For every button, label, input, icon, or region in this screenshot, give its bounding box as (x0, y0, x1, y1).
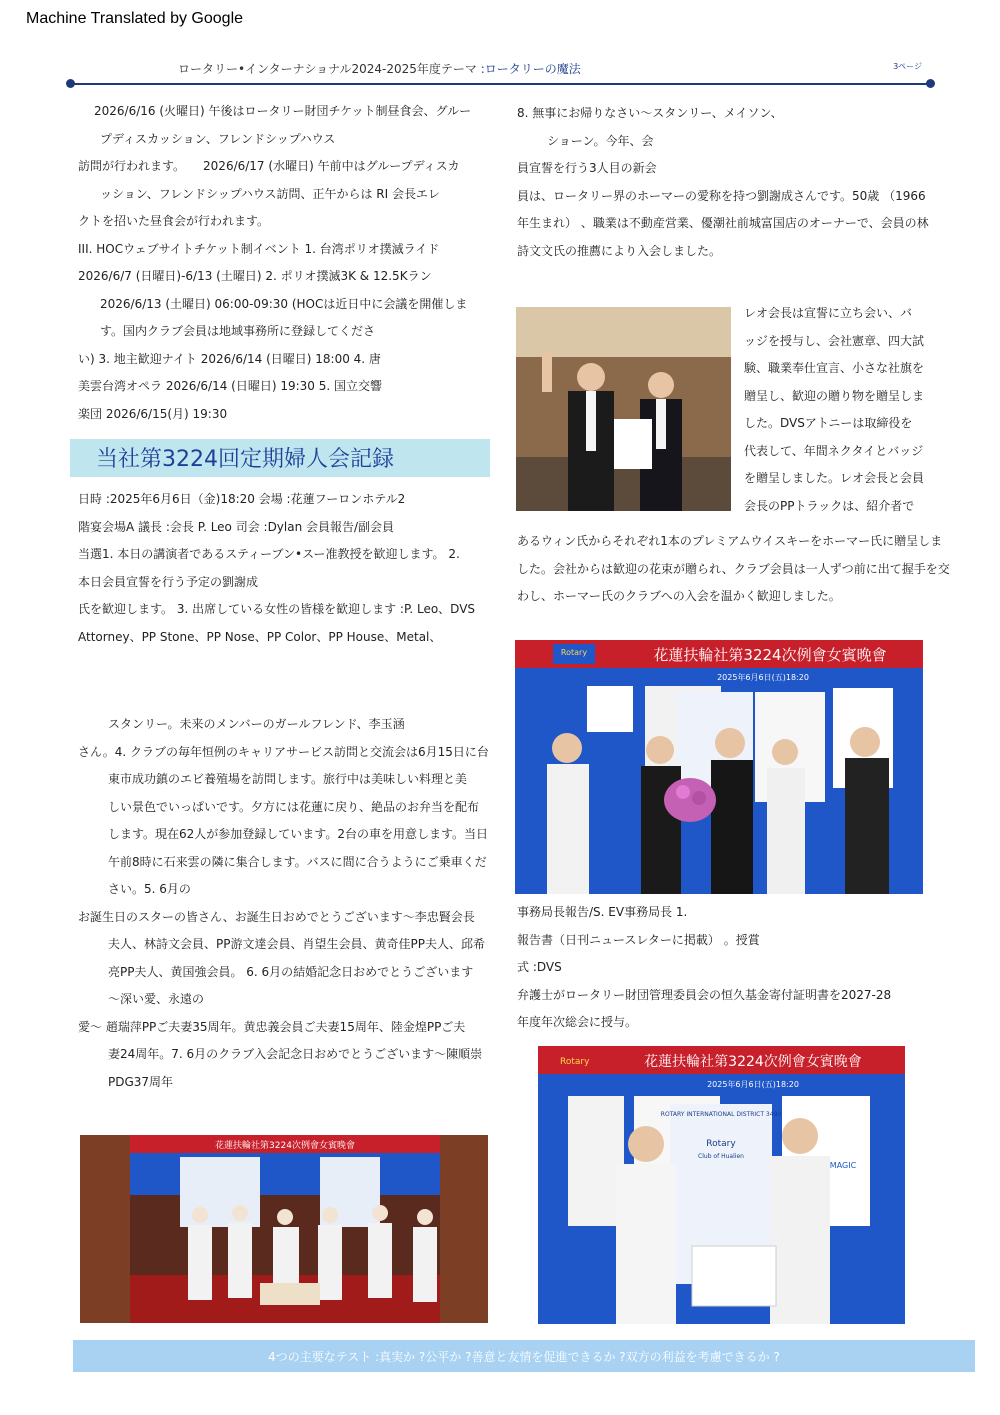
right-side-text (744, 300, 924, 520)
text-line: 報告書（日刊ニュースレターに掲載） 。授賞 (517, 932, 760, 947)
text-line: 事務局長報告/S. EV事務局長 1. (517, 905, 688, 919)
photo-banner-text: 花蓮扶輪社第3224次例會女賓晚會 (653, 646, 887, 664)
photo-district-text: ROTARY INTERNATIONAL DISTRICT 3490 (660, 1111, 782, 1118)
watermark: Machine Translated by Google (26, 10, 244, 27)
photo-magic-text: MAGIC (829, 1161, 857, 1170)
photo-group-heart-hands (80, 1135, 488, 1323)
left-mid-text (78, 486, 475, 651)
text-line: プディスカッション、フレンドシップハウス (100, 131, 336, 146)
text-line: 美雲台湾オペラ 2026/6/14 (日曜日) 19:30 5. 国立交響 (78, 379, 382, 393)
text-line: 贈呈し、歓迎の贈り物を贈呈しま (744, 388, 925, 403)
header-rule (70, 83, 930, 85)
text-line: 験、職業奉仕宣言、小さな社旗を (744, 361, 925, 375)
text-line: 亮PP夫人、黄国強会員。 6. 6月の結婚記念日おめでとうございます (108, 964, 474, 979)
photo-banner-date: 2025年6月6日(五)18:20 (707, 1080, 799, 1089)
text-line: ッション、フレンドシップハウス訪問、正午からは RI 会長エレ (100, 186, 440, 201)
text-line: 式 :DVS (517, 960, 562, 974)
text-line: 員宣誓を行う3人目の新会 (517, 161, 657, 175)
text-line: 当選1. 本日の講演者であるスティーブン•スー准教授を歓迎します。 2. (78, 547, 460, 561)
text-line: III. HOCウェブサイトチケット制イベント 1. 台湾ポリオ撲滅ライド (78, 241, 440, 256)
photo-certificate-art (538, 1046, 905, 1324)
text-line: さい。5. 6月の (108, 882, 191, 896)
text-line: 楽団 2026/6/15(月) 19:30 (78, 406, 228, 421)
text-line: 東市成功鎮のエビ養殖場を訪問します。旅行中は美味しい料理と美 (108, 772, 468, 786)
text-line: 本日会員宣誓を行う予定の劉謝成 (78, 574, 259, 589)
text-line: 2026/6/16 (火曜日) 午後はロータリー財団チケット制昼食会、グルー (94, 104, 472, 118)
photo-certificate (538, 1046, 905, 1324)
photo-rotary-logo: Rotary (560, 1057, 590, 1067)
text-line: 会長のPPトラックは、紹介者で (744, 498, 915, 513)
photo-rotary-logo: Rotary (560, 648, 588, 657)
text-line: ッジを授与し、会社憲章、四大試 (744, 333, 925, 348)
header-title (178, 60, 581, 77)
text-line: 2026/6/13 (土曜日) 06:00-09:30 (HOCは近日中に会議を開催しま (100, 296, 468, 311)
text-line: 年生まれ） 、職業は不動産営業、優潮社前城富国店のオーナーで、会員の林 (517, 216, 929, 230)
footer-bar (73, 1340, 975, 1372)
photo-group-heart-hands-art (80, 1135, 488, 1323)
page-number: 3ページ (893, 62, 922, 71)
text-line: 員は、ロータリー界のホーマーの愛称を持つ劉謝成さんです。50歳 （1966 (517, 188, 926, 203)
text-line: い) 3. 地主歓迎ナイト 2026/6/14 (日曜日) 18:00 4. 唐 (78, 351, 381, 366)
photo-banner-text: 花蓮扶輪社第3224次例會女賓晚會 (215, 1141, 355, 1151)
text-line: 弁護士がロータリー財団管理委員会の恒久基金寄付証明書を2027-28 (517, 987, 892, 1002)
text-line: さん。4. クラブの毎年恒例のキャリアサービス訪問と交流会は6月15日に台 (78, 744, 489, 759)
text-line: 2026/6/7 (日曜日)-6/13 (土曜日) 2. ポリオ撲滅3K & 12.5Kラン (78, 269, 432, 283)
text-line: した。DVSアトニーは取締役を (744, 416, 913, 430)
photo-bouquet-group (515, 640, 923, 894)
text-line: 愛〜 趙瑞萍PPご夫妻35周年。黄忠義会員ご夫妻15周年、陸金煌PPご夫 (78, 1019, 466, 1034)
header-title-prefix: ロータリー•インターナショナル2024-2025年度テーマ (178, 62, 481, 76)
section-title-banner (70, 439, 490, 477)
text-line: 詩文文氏の推薦により入会しました。 (517, 243, 722, 258)
text-line: PDG37周年 (108, 1074, 174, 1089)
text-line: わし、ホーマー氏のクラブへの入会を温かく歓迎しました。 (517, 589, 841, 603)
right-top-text (517, 100, 929, 265)
header-theme: :ロータリーの魔法 (480, 62, 581, 76)
text-line: Attorney、PP Stone、PP Nose、PP Color、PP House、Metal、 (78, 629, 442, 644)
right-report-text (517, 899, 891, 1037)
text-line: しい景色でいっぱいです。夕方には花蓮に戻り、絶品のお弁当を配布 (108, 799, 480, 814)
text-line: 午前8時に石来雲の隣に集合します。バスに間に合うようにご乗車くだ (108, 854, 487, 869)
text-line: を贈呈しました。レオ会長と会員 (744, 471, 925, 485)
text-line: 年度年次総会に授与。 (517, 1015, 638, 1029)
text-line: 階宴会場A 議長 :会長 P. Leo 司会 :Dylan 会員報告/副会員 (78, 519, 395, 534)
text-line: 氏を歓迎します。 3. 出席している女性の皆様を歓迎します :P. Leo、DVS (78, 602, 476, 616)
section-title: 当社第3224回定期婦人会記録 (96, 447, 394, 472)
text-line: あるウィン氏からそれぞれ1本のプレミアムウイスキーをホーマー氏に贈呈しま (517, 534, 943, 548)
text-line: 代表して、年間ネクタイとバッジ (744, 443, 924, 458)
photo-bouquet-group-art (515, 640, 923, 894)
text-line: した。会社からは歓迎の花束が贈られ、クラブ会員は一人ずつ前に出て握手を交 (517, 561, 950, 576)
left-bottom-text (78, 711, 489, 1096)
text-line: 訪問が行われます。 2026/6/17 (水曜日) 午前中はグループディスカ (78, 159, 460, 173)
text-line: 夫人、林詩文会員、PP游文達会員、肖望生会員、黄奇佳PP夫人、邱希 (108, 937, 485, 951)
header-rule-dot-right (926, 79, 935, 88)
text-line: レオ会長は宣誓に立ち会い、バ (744, 306, 913, 320)
right-full-text (517, 528, 950, 611)
photo-banner-date: 2025年6月6日(五)18:20 (717, 673, 809, 682)
text-line: 8. 無事にお帰りなさい〜スタンリー、メイソン、 (517, 106, 783, 120)
text-line: クトを招いた昼食会が行われます。 (78, 214, 270, 228)
text-line: ショーン。今年、会 (547, 133, 654, 148)
text-line: します。現在62人が参加登録しています。2台の車を用意します。当日 (108, 827, 489, 841)
left-top-text (78, 98, 471, 428)
photo-oath-art (516, 307, 731, 511)
text-line: す。国内クラブ会員は地域事務所に登録してくださ (100, 324, 376, 338)
text-line: 妻24周年。7. 6月のクラブ入会記念日おめでとうございます〜陳順崇 (108, 1047, 483, 1061)
text-line: 日時 :2025年6月6日（金)18:20 会場 :花蓮フーロンホテル2 (78, 492, 406, 506)
photo-rotary-text: Rotary (706, 1139, 736, 1149)
text-line: お誕生日のスターの皆さん、お誕生日おめでとうございます〜李忠賢会長 (78, 909, 475, 924)
photo-club-text: Club of Hualien (698, 1153, 744, 1160)
text-line: スタンリー。未来のメンバーのガールフレンド、李玉涵 (108, 717, 405, 731)
photo-oath (516, 307, 731, 511)
header-rule-dot-left (66, 79, 75, 88)
photo-banner-text: 花蓮扶輪社第3224次例會女賓晚會 (644, 1054, 862, 1070)
four-way-test: 4つの主要なテスト :真実か ?公平か ?善意と友情を促進できるか ?双方の利益を考慮できるか ? (268, 1350, 780, 1364)
text-line: 〜深い愛、永遠の (108, 992, 205, 1006)
